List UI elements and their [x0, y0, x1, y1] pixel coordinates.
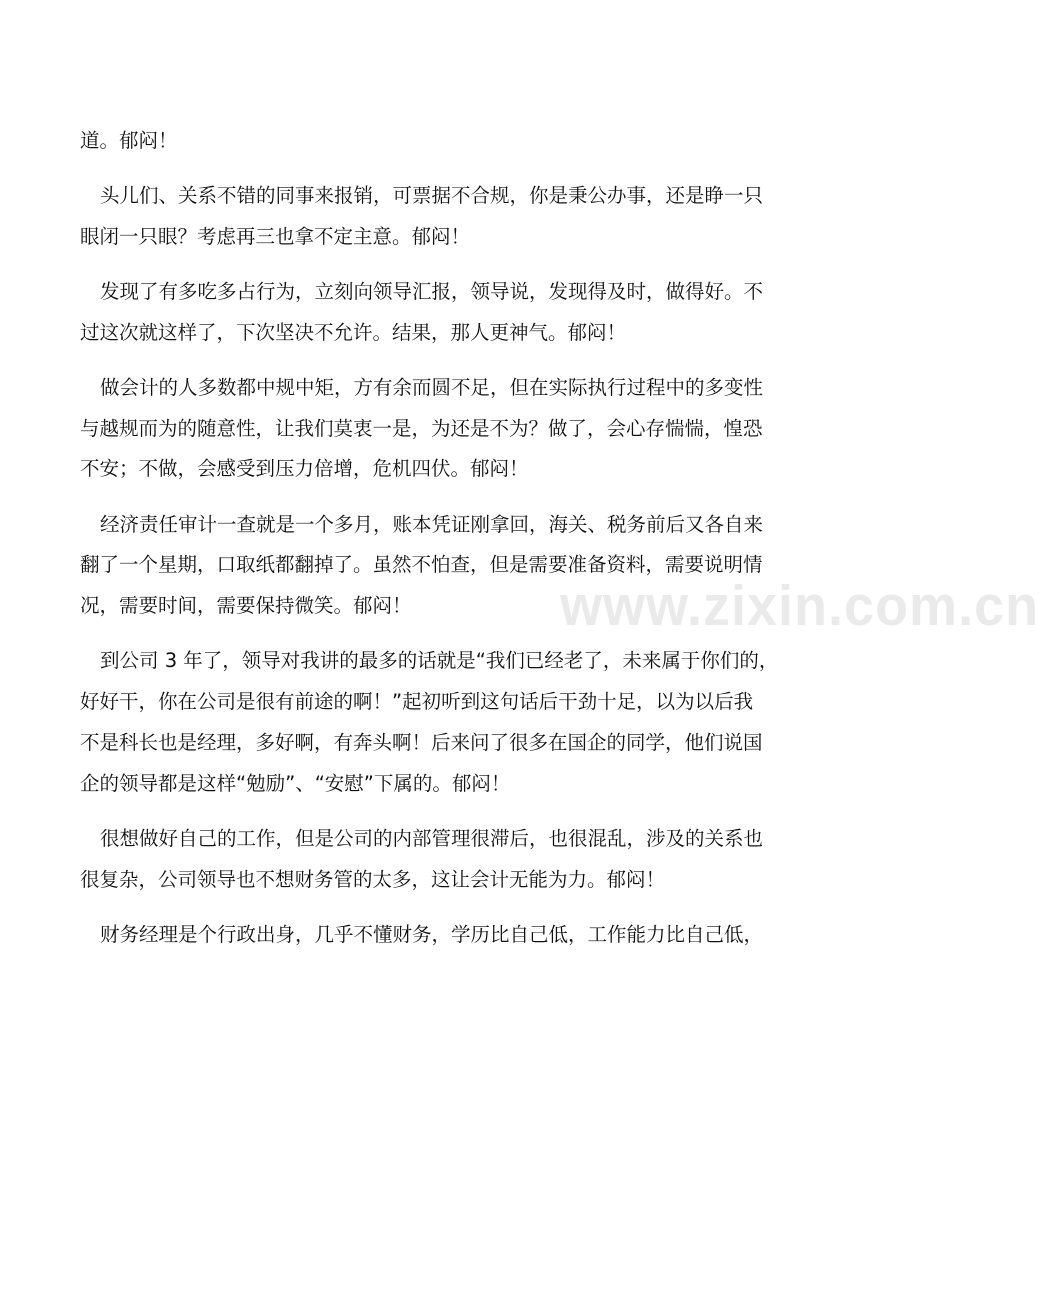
text-line: 很想做好自己的工作，但是公司的内部管理很滞后，也很混乱，涉及的关系也 [100, 826, 764, 850]
text-line: 眼闭一只眼？考虑再三也拿不定主意。郁闷！ [80, 224, 471, 248]
paragraph-report-violation [80, 272, 842, 354]
text-line: 况，需要时间，需要保持微笑。郁闷！ [80, 594, 412, 618]
paragraph-finance-manager [80, 915, 842, 956]
text-line: 不是科长也是经理，多好啊，有奔头啊！后来问了很多在国企的同学，他们说国 [80, 730, 763, 754]
text-line: 道。郁闷！ [80, 129, 178, 152]
text-line: 好好干，你在公司是很有前途的啊！”起初听到这句话后干劲十足，以为以后我 [80, 690, 754, 714]
text-line: 财务经理是个行政出身，几乎不懂财务，学历比自己低，工作能力比自己低， [100, 922, 764, 946]
text-line: 做会计的人多数都中规中矩，方有余而圆不足，但在实际执行过程中的多变性 [100, 375, 764, 399]
text-line: 不安；不做，会感受到压力倍增，危机四伏。郁闷！ [80, 457, 529, 481]
text-line: 很复杂，公司领导也不想财务管的太多，这让会计无能为力。郁闷！ [80, 867, 666, 891]
text-line: 与越规而为的随意性，让我们莫衷一是，为还是不为？做了，会心存惴惴，惶恐 [80, 416, 763, 440]
text-line: 经济责任审计一查就是一个多月，账本凭证刚拿回，海关、税务前后又各自来 [100, 512, 764, 536]
text-line: 企的领导都是这样“勉励”、“安慰”下属的。郁闷！ [80, 771, 511, 795]
text-line: 到公司 3 年了，领导对我讲的最多的话就是“我们已经老了，未来属于你们的， [100, 649, 779, 673]
text-line: 头儿们、关系不错的同事来报销，可票据不合规，你是秉公办事，还是睁一只 [100, 184, 764, 208]
text-line: 发现了有多吃多占行为，立刻向领导汇报，领导说，发现得及时，做得好。不 [100, 279, 764, 303]
text-line: 过这次就这样了，下次坚决不允许。结果，那人更神气。郁闷！ [80, 320, 627, 344]
paragraph-internal-management [80, 819, 842, 901]
text-line: 翻了一个星期，口取纸都翻掉了。虽然不怕查，但是需要准备资料，需要说明情 [80, 553, 763, 577]
paragraph-reimbursement [80, 176, 842, 258]
paragraph-continued [80, 121, 842, 162]
watermark-text: www.zixin.com.cn [560, 574, 1039, 638]
paragraph-audit [80, 505, 842, 627]
paragraph-accountant-dilemma [80, 368, 842, 490]
paragraph-three-years [80, 641, 842, 804]
document-body [80, 121, 842, 970]
